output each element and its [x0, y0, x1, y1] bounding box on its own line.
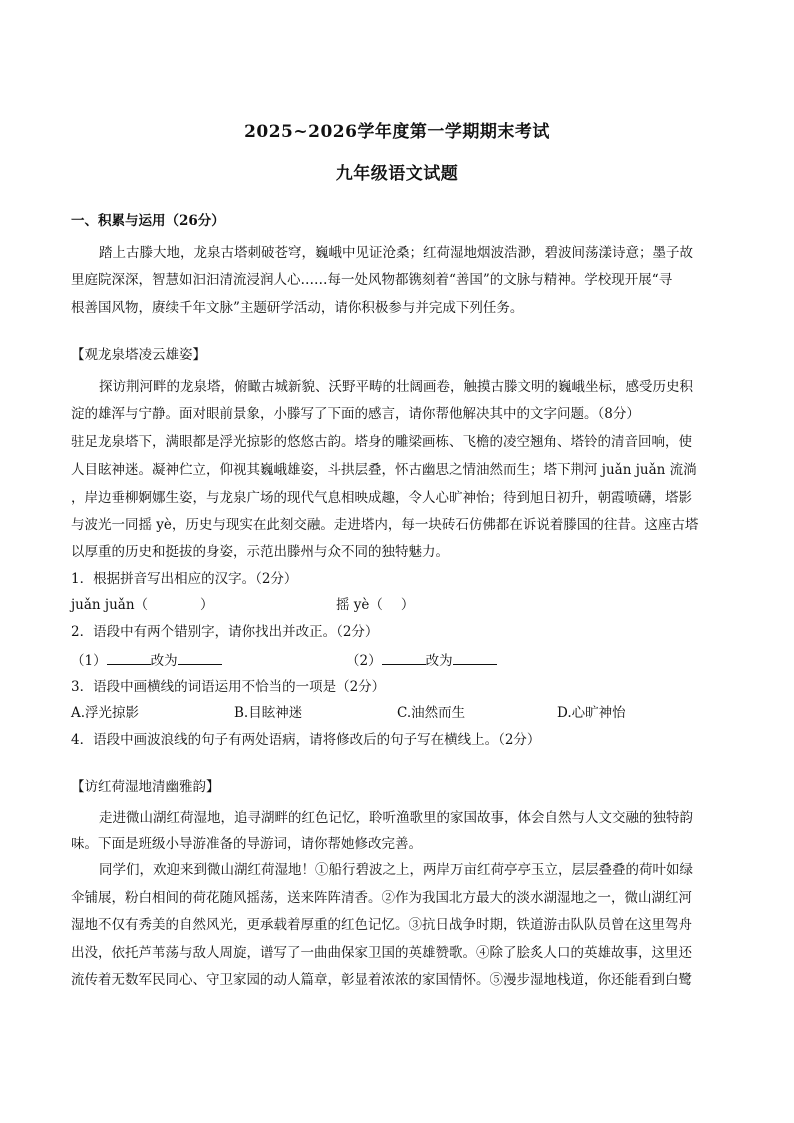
- exam-title: 2025~2026学年度第一学期期末考试: [244, 122, 550, 142]
- question-3: 3．语段中画横线的词语运用不恰当的一项是（2分）: [71, 679, 386, 695]
- intro-line: 踏上古滕大地，龙泉古塔刺破苍穹，巍峨中见证沧桑；红荷湿地烟波浩渺，碧波间荡漾诗意；墨子故: [99, 245, 693, 261]
- q2-answer-2: （2） 改为: [346, 650, 497, 671]
- passage-line: 伞铺展，粉白相间的荷花随风摇荡，送来阵阵清香。②作为我国北方最大的淡水湖湿地之一，微山湖红河: [71, 890, 692, 906]
- intro-line: 里庭院深深，智慧如汩汩清流浸润人心……每一处风物都镌刻着“善国”的文脉与精神。学校现开展“寻: [71, 272, 673, 288]
- section-heading: 一、积累与运用（26分）: [71, 213, 225, 229]
- q1-answer-a: juǎn juǎn（ ）: [71, 597, 214, 613]
- passage-line: 同学们，欢迎来到微山湖红荷湿地！①船行碧波之上，两岸万亩红荷亭亭玉立，层层叠叠的荷叶如绿: [99, 862, 693, 878]
- part-heading: 【观龙泉塔凌云雄姿】: [71, 347, 206, 363]
- q1-answer-b: 摇 yè（ ）: [336, 597, 415, 613]
- q1-pinyin-a: juǎn juǎn（: [71, 597, 149, 613]
- passage-line: ，岸边垂柳婀娜生姿，与龙泉广场的现代气息相映成趣，令人心旷神怡；待到旭日初升，朝霞喷礴，塔影: [71, 490, 692, 506]
- passage-line: 与波光一同摇 yè，历史与现实在此刻交融。走进塔内，每一块砖石仿佛都在诉说着滕国的往昔。这座古塔: [71, 517, 699, 533]
- paragraph-line: 味。下面是班级小导游准备的导游词，请你帮她修改完善。: [71, 836, 422, 852]
- intro-line: 根善国风物，赓续千年文脉”主题研学活动，请你积极参与并完成下列任务。: [71, 300, 524, 316]
- exam-subtitle: 九年级语文试题: [335, 164, 459, 184]
- answer-blank[interactable]: [453, 650, 497, 665]
- paragraph-line: 走进微山湖红荷湿地，追寻湖畔的红色记忆，聆听渔歌里的家国故事，体会自然与人文交融的独特韵: [99, 810, 693, 826]
- paragraph-line: 探访荆河畔的龙泉塔，俯瞰古城新貌、沃野平畴的壮阔画卷，触摸古滕文明的巍峨坐标，感受历史积: [99, 379, 693, 395]
- paragraph-line: 淀的雄浑与宁静。面对眼前景象，小滕写了下面的感言，请你帮他解决其中的文字问题。（8分）: [71, 406, 640, 422]
- passage-line: 流传着无数军民同心、守卫家园的动人篇章，彰显着浓浓的家国情怀。⑤漫步湿地栈道，你还能看到白鹭: [71, 972, 692, 988]
- passage-line: 湿地不仅有秀美的自然风光，更承载着厚重的红色记忆。③抗日战争时期，铁道游击队队员曾在这里驾舟: [71, 917, 692, 933]
- question-2: 2．语段中有两个错别字，请你找出并改正。（2分）: [71, 624, 379, 640]
- q3-option-b[interactable]: B.目眩神迷: [234, 705, 303, 721]
- question-4: 4．语段中画波浪线的句子有两处语病，请将修改后的句子写在横线上。（2分）: [71, 732, 541, 748]
- q3-option-a[interactable]: A.浮光掠影: [71, 705, 140, 721]
- q3-option-d[interactable]: D.心旷神怡: [557, 705, 626, 721]
- part-heading: 【访红荷湿地清幽雅韵】: [71, 779, 220, 795]
- q2-answer-1: （1） 改为: [71, 650, 222, 671]
- passage-line: 驻足龙泉塔下，满眼都是浮光掠影的悠悠古韵。塔身的雕梁画栋、飞檐的凌空翘角、塔铃的清音回响，使: [71, 434, 692, 450]
- passage-line: 出没，依托芦苇荡与敌人周旋，谱写了一曲曲保家卫国的英雄赞歌。④除了脍炙人口的英雄故事，这里还: [71, 945, 692, 961]
- q1-pinyin-b: 摇 yè（: [336, 597, 383, 613]
- q3-option-c[interactable]: C.油然而生: [397, 705, 466, 721]
- answer-blank[interactable]: [382, 650, 426, 665]
- question-1: 1．根据拼音写出相应的汉字。（2分）: [71, 571, 298, 587]
- passage-line: 以厚重的历史和挺拔的身姿，示范出滕州与众不同的独特魅力。: [71, 544, 449, 560]
- passage-line: 人目眩神迷。凝神伫立，仰视其巍峨雄姿，斗拱层叠，怀古幽思之情油然而生；塔下荆河 juǎn juǎn 流淌: [71, 462, 697, 478]
- answer-blank[interactable]: [178, 650, 222, 665]
- answer-blank[interactable]: [107, 650, 151, 665]
